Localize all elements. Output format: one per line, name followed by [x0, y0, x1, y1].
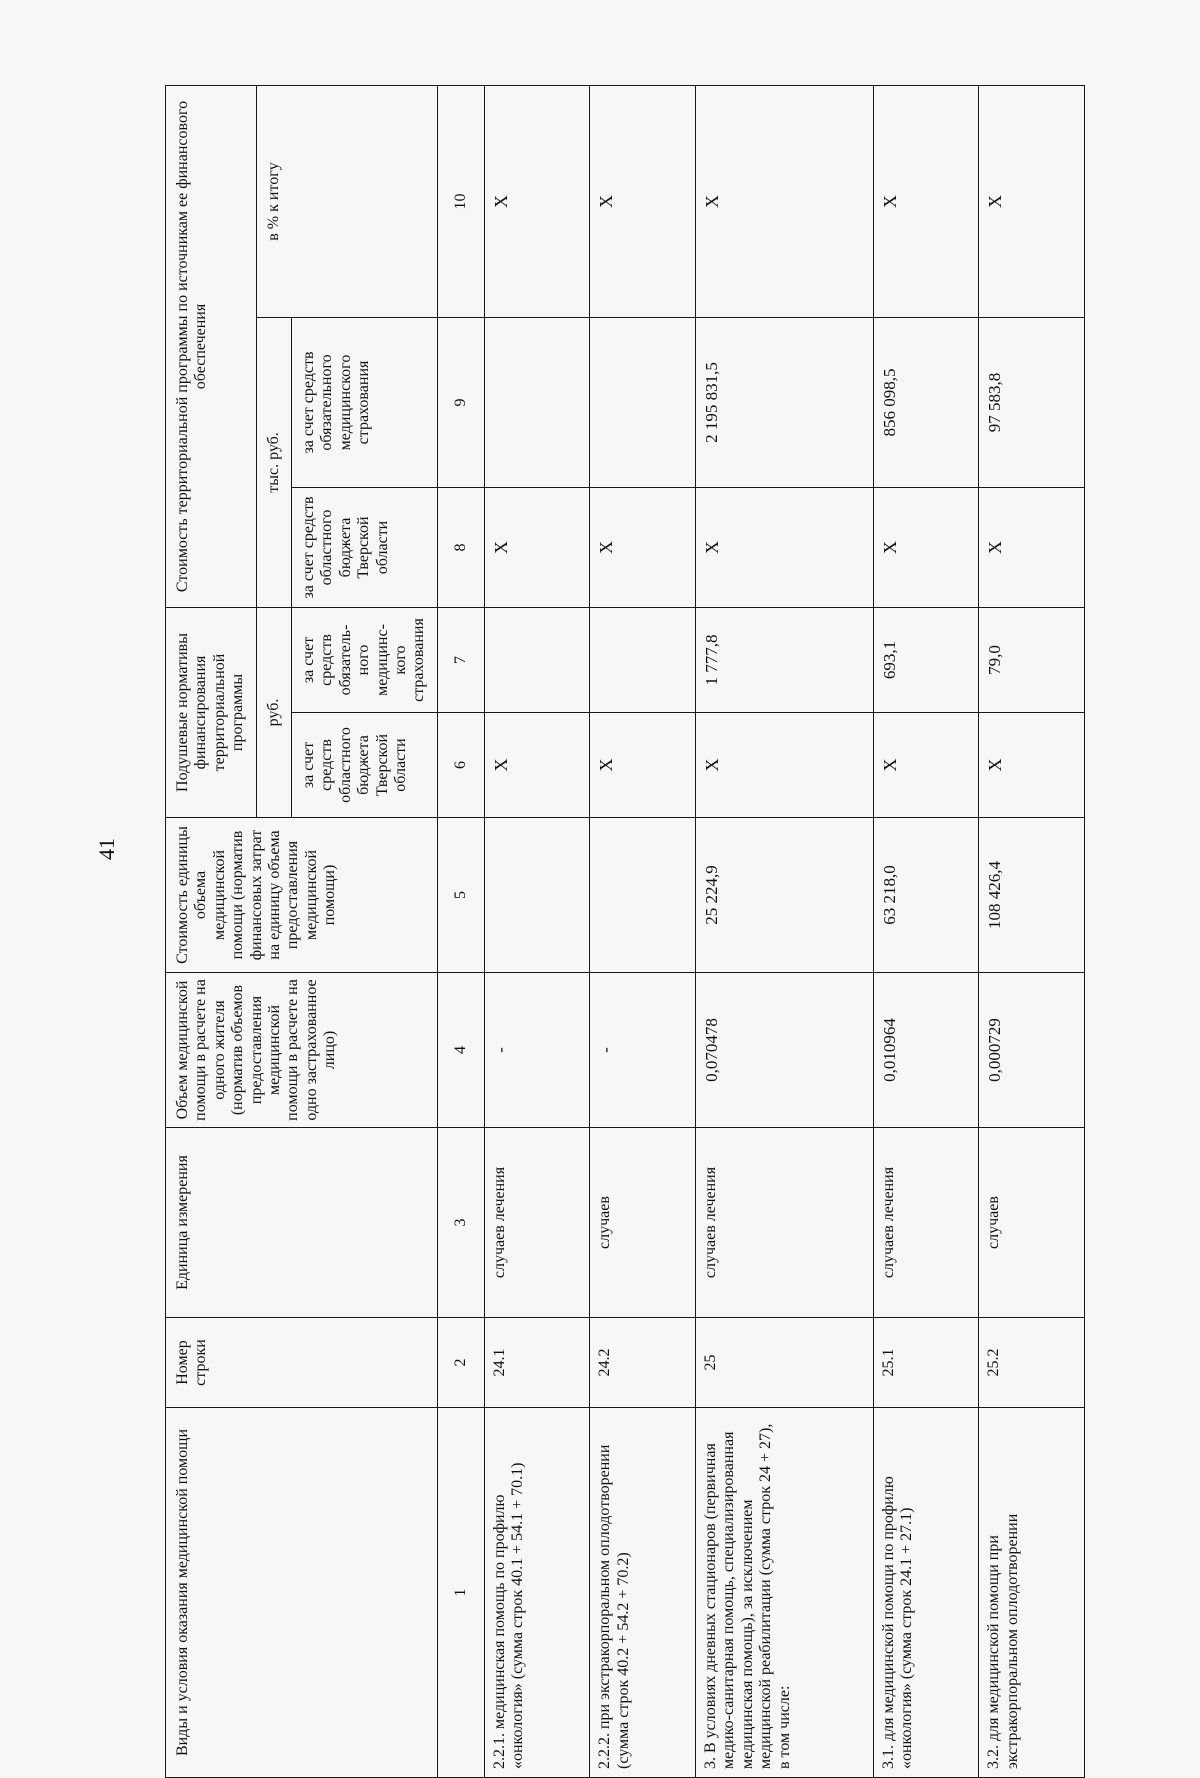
row-cost-unit — [484, 818, 590, 973]
row-norm-budget: X — [873, 713, 979, 818]
row-percent: X — [695, 85, 873, 317]
index-cell: 2 — [437, 1318, 484, 1408]
index-cell: 7 — [437, 607, 484, 712]
row-volume: 0,070478 — [695, 973, 873, 1128]
row-cost-budget: X — [979, 487, 1085, 607]
header-row-1 — [166, 85, 257, 1777]
header-group-cost: Стоимость территориальной программы по источникам ее финансового обеспечения — [166, 85, 257, 607]
row-percent: X — [873, 85, 979, 317]
row-cost-oms: 97 583,8 — [979, 317, 1085, 487]
row-cost-unit: 108 426,4 — [979, 818, 1085, 973]
row-percent: X — [590, 85, 696, 317]
row-name: 3. В условиях дневных стационаров (первичная медико-санитарная помощь, специализированная медицинская помощь), за исключением медицинской реабилитации (сумма строк 24 + 27), в том числе: — [695, 1408, 873, 1778]
row-cost-budget: X — [873, 487, 979, 607]
header-col3: Единица измерения — [166, 1128, 438, 1318]
row-cost-budget: X — [590, 487, 696, 607]
header-col4: Объем медицинской помощи в расчете на одного жителя (норматив объемов предоставления медицинской помощи в расчете на одно застрахованное лицо) — [166, 973, 438, 1128]
table-row — [695, 85, 873, 1777]
row-cost-oms — [484, 317, 590, 487]
page-number: 41 — [94, 838, 119, 860]
table-row — [484, 85, 590, 1777]
header-col1: Виды и условия оказания медицинской помощи — [166, 1408, 438, 1778]
header-col9: за счет средств обязательного медицинского страхования — [291, 317, 437, 487]
row-percent: X — [484, 85, 590, 317]
row-norm-budget: X — [590, 713, 696, 818]
row-norm-oms: 693,1 — [873, 607, 979, 712]
row-norm-budget: X — [484, 713, 590, 818]
row-volume: - — [484, 973, 590, 1128]
row-unit: случаев лечения — [484, 1128, 590, 1318]
table-row — [873, 85, 979, 1777]
index-cell: 4 — [437, 973, 484, 1128]
row-line-number: 25.1 — [873, 1318, 979, 1408]
row-line-number: 24.2 — [590, 1318, 696, 1408]
table-row — [979, 85, 1085, 1777]
financing-table — [165, 85, 1085, 1778]
header-group-norm-unit: руб. — [256, 607, 291, 817]
header-group-norm: Подушевые нормативы финансирования территориальной программы — [166, 607, 257, 817]
row-norm-oms — [484, 607, 590, 712]
row-percent: X — [979, 85, 1085, 317]
header-col10: в % к итогу — [256, 85, 437, 317]
row-name: 2.2.1. медицинская помощь по профилю «онкология» (сумма строк 40.1 + 54.1 + 70.1) — [484, 1408, 590, 1778]
row-cost-budget: X — [484, 487, 590, 607]
index-cell: 6 — [437, 713, 484, 818]
row-name: 3.2. для медицинской помощи при экстракорпоральном оплодотворении — [979, 1408, 1085, 1778]
index-cell: 5 — [437, 818, 484, 973]
row-unit: случаев — [979, 1128, 1085, 1318]
row-volume: 0,000729 — [979, 973, 1085, 1128]
index-cell: 10 — [437, 85, 484, 317]
row-norm-budget: X — [979, 713, 1085, 818]
index-cell: 8 — [437, 487, 484, 607]
header-col7: за счет средств обязатель-ного медицинс-кого страхования — [291, 607, 437, 712]
header-col8: за счет средств областного бюджета Тверской области — [291, 487, 437, 607]
row-line-number: 24.1 — [484, 1318, 590, 1408]
header-group-cost-unit: тыс. руб. — [256, 317, 291, 607]
row-norm-budget: X — [695, 713, 873, 818]
table-rotated-container — [165, 86, 1085, 1778]
row-name: 2.2.2. при экстракорпоральном оплодотворении (сумма строк 40.2 + 54.2 + 70.2) — [590, 1408, 696, 1778]
row-volume: - — [590, 973, 696, 1128]
row-cost-unit: 25 224,9 — [695, 818, 873, 973]
index-row — [437, 85, 484, 1777]
row-unit: случаев — [590, 1128, 696, 1318]
row-cost-oms: 856 098,5 — [873, 317, 979, 487]
row-cost-unit — [590, 818, 696, 973]
row-unit: случаев лечения — [873, 1128, 979, 1318]
row-name: 3.1. для медицинской помощи по профилю «онкология» (сумма строк 24.1 + 27.1) — [873, 1408, 979, 1778]
row-norm-oms: 79,0 — [979, 607, 1085, 712]
row-norm-oms — [590, 607, 696, 712]
header-col5: Стоимость единицы объема медицинской помощи (норматив финансовых затрат на единицу объема предоставления медицинской помощи) — [166, 818, 438, 973]
header-col2: Номер строки — [166, 1318, 438, 1408]
row-line-number: 25.2 — [979, 1318, 1085, 1408]
row-cost-oms: 2 195 831,5 — [695, 317, 873, 487]
row-cost-budget: X — [695, 487, 873, 607]
index-cell: 1 — [437, 1408, 484, 1778]
row-cost-unit: 63 218,0 — [873, 818, 979, 973]
row-unit: случаев лечения — [695, 1128, 873, 1318]
row-norm-oms: 1 777,8 — [695, 607, 873, 712]
header-col6: за счет средств областного бюджета Тверской области — [291, 713, 437, 818]
index-cell: 3 — [437, 1128, 484, 1318]
table-row — [590, 85, 696, 1777]
row-line-number: 25 — [695, 1318, 873, 1408]
row-volume: 0,010964 — [873, 973, 979, 1128]
row-cost-oms — [590, 317, 696, 487]
index-cell: 9 — [437, 317, 484, 487]
